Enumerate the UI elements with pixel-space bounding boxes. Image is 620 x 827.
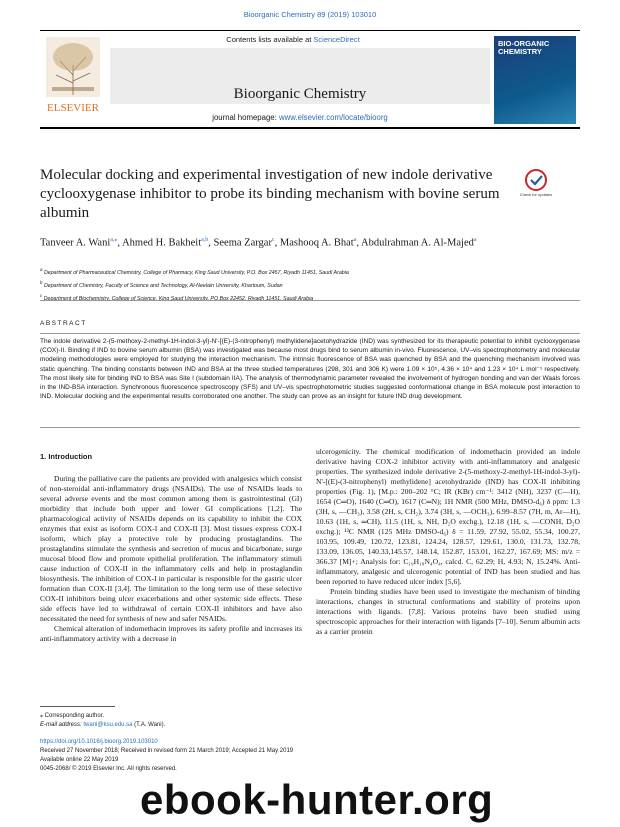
email-note xyxy=(40,721,302,730)
affiliation-text: Department of Biochemistry, College of Science, King Saud University, PO Box 22452, Riyadh 11451, Saudi Arabia xyxy=(43,295,314,302)
publication-info xyxy=(40,738,340,774)
author-name: Tanveer A. Wani xyxy=(40,237,111,249)
affiliation-key: c xyxy=(40,292,43,298)
author-name: Mashooq A. Bhat xyxy=(279,237,354,249)
check-for-updates-label: Check for updates xyxy=(519,192,553,197)
author-name: Abdulrahman A. Al-Majed xyxy=(361,237,474,249)
online-date: Available online 22 May 2019 xyxy=(40,757,119,763)
affiliation-text: Department of Pharmaceutical Chemistry, College of Pharmacy, King Saud University, P.O. Box 2457, Riyadh 11451, Saudi Arabia xyxy=(43,269,349,276)
contents-prefix: Contents lists available at xyxy=(226,35,314,44)
contents-line xyxy=(128,35,458,44)
author-separator: , xyxy=(274,237,280,249)
affiliation-item xyxy=(40,291,580,304)
corresponding-author-note: ⁎ Corresponding author. xyxy=(40,713,105,719)
homepage-link[interactable]: www.elsevier.com/locate/bioorg xyxy=(278,113,388,122)
affiliation-item xyxy=(40,278,580,291)
author-separator: , xyxy=(356,237,362,249)
cover-title: BIO-ORGANIC CHEMISTRY xyxy=(498,39,550,56)
body-paragraph: Chemical alteration of indomethacin improves its safety profile and increases its anti-inflammatory activity with a decrease in xyxy=(40,624,302,643)
email-label: E-mail address: xyxy=(40,722,84,728)
affiliation-key: a xyxy=(40,267,43,272)
author-list xyxy=(40,233,510,251)
email-suffix: (T.A. Wani). xyxy=(132,722,166,728)
footnote-divider xyxy=(40,706,115,707)
journal-homepage xyxy=(110,113,490,122)
author-affiliation-marker[interactable]: a xyxy=(473,237,477,243)
received-dates: Received 27 November 2018; Received in revised form 21 March 2019; Accepted 21 May 2019 xyxy=(40,748,294,754)
body-column-left xyxy=(40,474,302,644)
divider xyxy=(40,333,580,334)
author-name: Ahmed H. Bakheit xyxy=(122,237,202,249)
check-for-updates-icon[interactable] xyxy=(519,168,553,202)
author-separator: , xyxy=(208,237,214,249)
author-affiliation-marker[interactable]: a,⁎ xyxy=(110,237,118,243)
divider xyxy=(40,300,580,301)
journal-title: Bioorganic Chemistry xyxy=(233,86,367,102)
affiliations xyxy=(40,265,580,303)
doi-link[interactable]: https://doi.org/10.1016/j.bioorg.2019.103010 xyxy=(40,739,158,745)
author-affiliation-marker[interactable]: c xyxy=(271,237,275,243)
affiliation-text: Department of Chemistry, Faculty of Science and Technology, Al-Neelain University, Khartoum, Sudan xyxy=(43,282,283,289)
watermark: ebook-hunter.org xyxy=(140,776,494,823)
abstract-label: ABSTRACT xyxy=(40,320,87,327)
article-title: Molecular docking and experimental investigation of new indole derivative cyclooxygenase inhibitor to probe its binding mechanism with bovine serum albumin xyxy=(40,167,500,221)
section-heading-introduction: 1. Introduction xyxy=(40,452,93,461)
homepage-prefix: journal homepage: xyxy=(212,113,279,122)
author-affiliation-marker[interactable]: a,b xyxy=(201,237,209,243)
sciencedirect-link[interactable]: ScienceDirect xyxy=(313,35,360,44)
elsevier-logo xyxy=(42,35,104,123)
affiliation-key: b xyxy=(40,279,43,285)
email-link[interactable]: twani@ksu.edu.sa xyxy=(83,722,133,728)
body-paragraph: During the palliative care the patients are provided with analgesics which consist of non-steroidal anti-inflammatory drugs (NSAIDs). The use of NSAIDs leads to several adverse events and the most common among them is gastrointestinal (GI) morbidity that include both upper and lower GI complications [1,2]. The pharmacological activity of NSAIDs depends on its capability to inhibit the COX enzymes that exist as isoform COX-I and COX-II [3]. Most tissues express COX-I isoform, which play a protective role by producing prostaglandins. The prostaglandins stimulate the synthesis and secretion of mucus and bicarbonate, surge mucosal blood flow and promote epithelial proliferation. The inflammatory stimuli cause induction of COX-II in the inflammatory cells and help in prostaglandin biosynthesis. The inhibition of COX-I in particular is responsible for the gastric ulcer formation than COX-II [3,4]. The limitation to the long term use of these selective COX-II inhibitors being ulcer exacerbations and other systemic side effects. These side effects have led to withdrawal of certain COX-II inhibitors and have also necessitated the need for synthesis of new and safer NSAIDs. xyxy=(40,474,302,623)
body-paragraph: Protein binding studies have been used to investigate the mechanism of binding interactions, changes in structural conformations and stability of proteins upon interactions with ligands. [7,8]. Various proteins have been studied using spectroscopic approaches for their interaction with ligands [7–10]. Serum albumin acts as a carrier protein xyxy=(316,587,580,636)
elsevier-wordmark: ELSEVIER xyxy=(47,102,99,114)
abstract-text: The indole derivative 2-(5-methoxy-2-methyl-1H-indol-3-yl)-N'-[(E)-(3-nitrophenyl) methylidene]acetohydrazide (IND) was synthesized for its therapeutic potential to inhibit cyclooxygenase (COX)-II. Binding if IND to bovine serum albumin (BSA) was investigated was because most drugs bind to serum albumin in-vivo. Fluorescence, UV–vis spectrophotometry and molecular modeling methodologies were employed for studying the interaction mechanism. The intrinsic fluorescence of BSA was quenched by BSA and the quenching mechanism involved was static quenching. The binding constants between IND and BSA at the three studied temperatures (298, 301 and 306 K) were 1.09 × 10⁵, 4.36 × 10⁴ and 1.23 × 10⁴ L mol⁻¹ respectively. The most likely site for binding IND to BSA was Site I (subdomain IIA). The analysis of thermodynamic parameter revealed the involvement of hydrogen bonding and van der Waals forces in the IND-BSA interaction. Synchronous fluorescence spectroscopy (SFS) and UV–vis spectrophotometric studies suggested conformational change in BSA molecule post interaction to IND. Molecular docking and the experimental results corroborated one another. The study can prove as an insight for future IND drug development. xyxy=(40,338,580,401)
affiliation-item xyxy=(40,265,580,278)
author-name: Seema Zargar xyxy=(213,237,272,249)
body-column-right xyxy=(316,447,580,637)
journal-citation[interactable]: Bioorganic Chemistry 89 (2019) 103010 xyxy=(243,10,377,19)
footnotes xyxy=(40,712,302,730)
author-affiliation-marker[interactable]: a xyxy=(353,237,357,243)
author-separator: , xyxy=(117,237,123,249)
divider xyxy=(40,427,580,428)
body-paragraph: ulcerogenicity. The chemical modification of indomethacin provided an indole derivative having COX-2 inhibitor activity with anti-inflammatory and analgesic properties. The synthesized indole derivative 2-(5-methoxy-2-methyl-1H-indol-3-yl)-N'-[(E)-(3-nitrophenyl) methylidene] acetohydrazide (IND) has COX-II inhibiting properties (Fig. 1), [M.p.: 200–202 °C; IR (KBr) cm⁻¹: 3412 (NH), 3237 (C—H), 1654 (C═O), 1640 (C═O), 1617 (C═N); 1H NMR (500 MHz, DMSO-d₆) δ ppm: 1.3 (3H, s, —CH₃), 3.58 (2H, s, CH₂), 3.74 (3H, s, —OCH₃), 6.99–8.57 (7H, m, Ar—H), 10.63 (1H, s, ═CH), 11.5 (1H, s, NH, D₂O exchg.), 12.18 (1H, s, —CONH, D₂O exchg.); ¹³C NMR (125 MHz DMSO-d₆) δ = 11.59, 27.92, 55.02, 55.34, 100.27, 103.95, 109.49, 120.72, 123.81, 124.24, 128.57, 129.61, 130.0, 131.73, 132.78, 133.09, 136.05, 140.33,145.57, 148.14, 152.87, 153.01, 162.27, 167.69; MS: m/z = 366.37 [M]+; Analysis for: C₁₉H₁₈N₄O₄, calcd. C, 62.29; H, 4.93; N, 15.24%. Anti-inflammatory, analgesic and ulcerogenic potential of IND has been studied and has been reported to have reduced ulcer index [5,6]. xyxy=(316,447,580,586)
copyright: 0045-2068/ © 2019 Elsevier Inc. All rights reserved. xyxy=(40,766,177,772)
